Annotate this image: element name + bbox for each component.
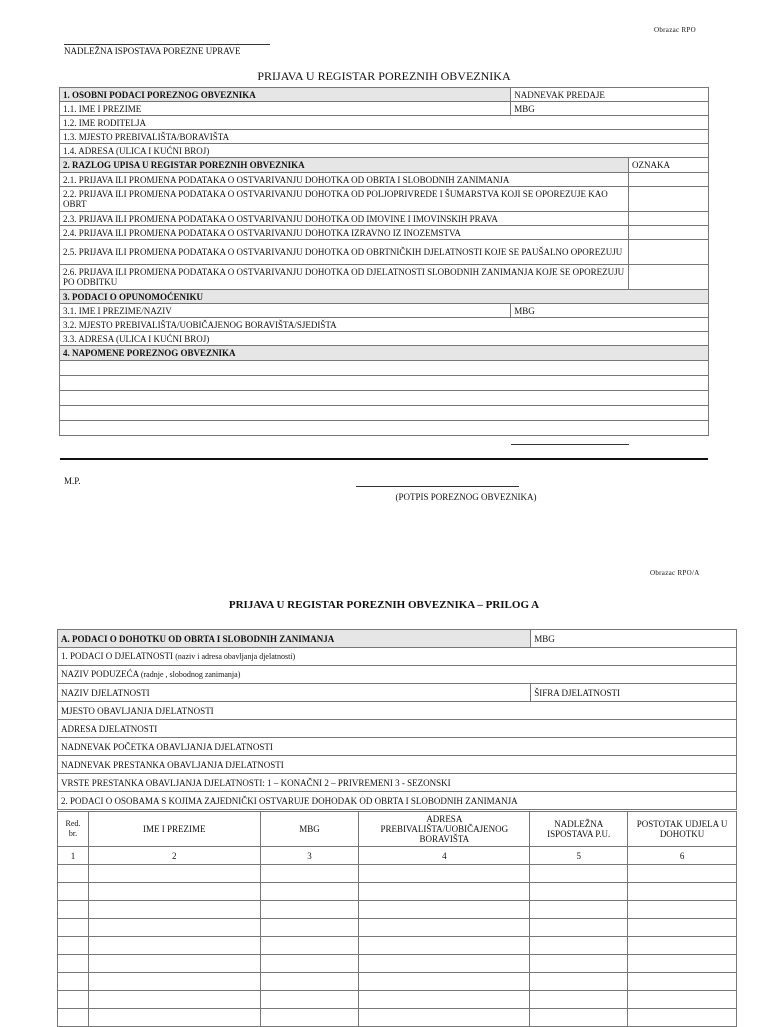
partner-row bbox=[58, 883, 737, 901]
partner-cell[interactable] bbox=[359, 865, 530, 883]
mbg-field[interactable]: MBG bbox=[511, 102, 709, 116]
partner-cell[interactable] bbox=[88, 991, 260, 1009]
activity-name-field[interactable]: NAZIV DJELATNOSTI bbox=[58, 684, 531, 702]
partner-cell[interactable] bbox=[628, 865, 737, 883]
partner-cell[interactable] bbox=[88, 901, 260, 919]
partner-cell[interactable] bbox=[359, 973, 530, 991]
partner-cell[interactable] bbox=[260, 883, 359, 901]
partner-cell[interactable] bbox=[88, 883, 260, 901]
partner-cell[interactable] bbox=[359, 991, 530, 1009]
partner-cell[interactable] bbox=[260, 919, 359, 937]
termination-type-field[interactable]: VRSTE PRESTANKA OBAVLJANJA DJELATNOSTI: 1 – KONAČNI 2 – PRIVREMENI 3 - SEZONSKI bbox=[58, 774, 737, 792]
col-number: 3 bbox=[260, 847, 359, 865]
notes-line[interactable] bbox=[60, 421, 709, 436]
notes-line[interactable] bbox=[60, 376, 709, 391]
mark-header: OZNAKA bbox=[629, 158, 709, 173]
signature-line bbox=[356, 486, 519, 487]
partner-cell[interactable] bbox=[58, 883, 89, 901]
partner-cell[interactable] bbox=[88, 973, 260, 991]
partner-cell[interactable] bbox=[88, 865, 260, 883]
partner-cell[interactable] bbox=[530, 901, 628, 919]
form-code: Obrazac RPO bbox=[654, 26, 696, 34]
company-name-label: NAZIV PODUZEĆA bbox=[61, 669, 139, 679]
partner-row bbox=[58, 955, 737, 973]
partner-cell[interactable] bbox=[58, 901, 89, 919]
partner-cell[interactable] bbox=[530, 865, 628, 883]
partner-row bbox=[58, 937, 737, 955]
partners-table bbox=[57, 811, 737, 1027]
stamp-label: M.P. bbox=[64, 476, 81, 486]
partner-cell[interactable] bbox=[628, 991, 737, 1009]
partner-cell[interactable] bbox=[628, 883, 737, 901]
notes-line[interactable] bbox=[60, 391, 709, 406]
partner-cell[interactable] bbox=[88, 919, 260, 937]
partner-cell[interactable] bbox=[260, 901, 359, 919]
mark-field[interactable] bbox=[629, 226, 709, 240]
partner-row bbox=[58, 865, 737, 883]
partner-cell[interactable] bbox=[628, 937, 737, 955]
col-number: 5 bbox=[530, 847, 628, 865]
partner-cell[interactable] bbox=[359, 901, 530, 919]
page-title: PRIJAVA U REGISTAR POREZNIH OBVEZNIKA bbox=[257, 69, 511, 83]
signature-label: (POTPIS POREZNOG OBVEZNIKA) bbox=[395, 492, 537, 502]
partner-cell[interactable] bbox=[260, 937, 359, 955]
partner-cell[interactable] bbox=[530, 883, 628, 901]
activity-data-field[interactable] bbox=[58, 648, 737, 666]
partner-cell[interactable] bbox=[58, 955, 89, 973]
mark-field[interactable] bbox=[629, 212, 709, 226]
partner-row bbox=[58, 973, 737, 991]
col-header-address: ADRESA PREBIVALIŠTA/UOBIČAJENOG BORAVIŠTA bbox=[359, 812, 530, 847]
col-number: 1 bbox=[58, 847, 89, 865]
annex-title: PRIJAVA U REGISTAR POREZNIH OBVEZNIKA – PRILOG A bbox=[228, 599, 540, 611]
reason-row: 2.4. PRIJAVA ILI PROMJENA PODATAKA O OSTVARIVANJU DOHOTKA IZRAVNO IZ INOZEMSTVA bbox=[60, 226, 629, 240]
annex-mbg-field[interactable]: MBG bbox=[531, 630, 737, 648]
reason-row: 2.5. PRIJAVA ILI PROMJENA PODATAKA O OSTVARIVANJU DOHOTKA OD OBRTNIČKIH DJELATNOSTI KOJE SE PAUŠALNO OPOREZUJU bbox=[60, 240, 629, 265]
partner-cell[interactable] bbox=[58, 919, 89, 937]
partner-cell[interactable] bbox=[530, 955, 628, 973]
end-date-field[interactable]: NADNEVAK PRESTANKA OBAVLJANJA DJELATNOSTI bbox=[58, 756, 737, 774]
reason-row: 2.1. PRIJAVA ILI PROMJENA PODATAKA O OSTVARIVANJU DOHOTKA OD OBRTA I SLOBODNIH ZANIMANJA bbox=[60, 173, 629, 187]
authority-line bbox=[64, 44, 270, 45]
partner-cell[interactable] bbox=[359, 955, 530, 973]
col-header-no: Red. br. bbox=[58, 812, 89, 847]
proxy-name-field[interactable]: 3.1. IME I PREZIME/NAZIV bbox=[60, 304, 511, 318]
form-table-main bbox=[59, 87, 709, 436]
activity-code-field[interactable]: ŠIFRA DJELATNOSTI bbox=[531, 684, 737, 702]
partner-cell[interactable] bbox=[530, 919, 628, 937]
partner-cell[interactable] bbox=[530, 937, 628, 955]
partner-cell[interactable] bbox=[628, 973, 737, 991]
partner-cell[interactable] bbox=[260, 991, 359, 1009]
reason-row: 2.6. PRIJAVA ILI PROMJENA PODATAKA O OSTVARIVANJU DOHOTKA OD DJELATNOSTI SLOBODNIH ZANIMANJA KOJE SE OPOREZUJU PO ODBITKU bbox=[60, 265, 629, 290]
section2-header: 2. RAZLOG UPISA U REGISTAR POREZNIH OBVEZNIKA bbox=[60, 158, 629, 173]
partner-cell[interactable] bbox=[58, 937, 89, 955]
residence-field[interactable]: 1.3. MJESTO PREBIVALIŠTA/BORAVIŠTA bbox=[60, 130, 709, 144]
partner-cell[interactable] bbox=[628, 955, 737, 973]
partner-cell[interactable] bbox=[359, 883, 530, 901]
partner-row bbox=[58, 919, 737, 937]
notes-line[interactable] bbox=[60, 406, 709, 421]
partner-row bbox=[58, 901, 737, 919]
reason-row: 2.2. PRIJAVA ILI PROMJENA PODATAKA O OSTVARIVANJU DOHOTKA OD POLJOPRIVREDE I ŠUMARSTVA KOJI SE OPOREZUJE KAO OBRT bbox=[60, 187, 629, 212]
activity-data-label: 1. PODACI O DJELATNOSTI bbox=[61, 651, 173, 661]
partner-cell[interactable] bbox=[58, 973, 89, 991]
form-code-annex: Obrazac RPO/A bbox=[650, 569, 700, 577]
proxy-residence-field[interactable]: 3.2. MJESTO PREBIVALIŠTA/UOBIČAJENOG BORAVIŠTA/SJEDIŠTA bbox=[60, 318, 709, 332]
col-header-share: POSTOTAK UDJELA U DOHOTKU bbox=[628, 812, 737, 847]
col-header-name: IME I PREZIME bbox=[88, 812, 260, 847]
section-a-header: A. PODACI O DOHOTKU OD OBRTA I SLOBODNIH ZANIMANJA bbox=[58, 630, 531, 648]
proxy-address-field[interactable]: 3.3. ADRESA (ULICA I KUĆNI BROJ) bbox=[60, 332, 709, 346]
company-name-field[interactable] bbox=[58, 666, 737, 684]
section3-header: 3. PODACI O OPUNOMOĆENIKU bbox=[60, 290, 709, 304]
col-number: 2 bbox=[88, 847, 260, 865]
name-field[interactable]: 1.1. IME I PREZIME bbox=[60, 102, 511, 116]
page-divider bbox=[60, 458, 708, 460]
col-number: 6 bbox=[628, 847, 737, 865]
partner-cell[interactable] bbox=[58, 865, 89, 883]
partner-cell[interactable] bbox=[260, 973, 359, 991]
start-date-field[interactable]: NADNEVAK POČETKA OBAVLJANJA DJELATNOSTI bbox=[58, 738, 737, 756]
mark-field[interactable] bbox=[629, 173, 709, 187]
col-header-office: NADLEŽNA ISPOSTAVA P.U. bbox=[530, 812, 628, 847]
reason-row: 2.3. PRIJAVA ILI PROMJENA PODATAKA O OSTVARIVANJU DOHOTKA OD IMOVINE I IMOVINSKIH PRAVA bbox=[60, 212, 629, 226]
mark-field[interactable] bbox=[629, 240, 709, 265]
partner-cell[interactable] bbox=[530, 991, 628, 1009]
mark-field[interactable] bbox=[629, 265, 709, 290]
address-field[interactable]: 1.4. ADRESA (ULICA I KUĆNI BROJ) bbox=[60, 144, 709, 158]
mark-field[interactable] bbox=[629, 187, 709, 212]
notes-line[interactable] bbox=[60, 361, 709, 376]
partner-cell[interactable] bbox=[58, 991, 89, 1009]
submission-date-field[interactable]: NADNEVAK PREDAJE bbox=[511, 88, 709, 102]
parent-name-field[interactable]: 1.2. IME RODITELJA bbox=[60, 116, 709, 130]
activity-place-field[interactable]: MJESTO OBAVLJANJA DJELATNOSTI bbox=[58, 702, 737, 720]
partner-cell[interactable] bbox=[88, 937, 260, 955]
partner-cell[interactable] bbox=[260, 955, 359, 973]
partner-cell[interactable] bbox=[359, 919, 530, 937]
proxy-mbg-field[interactable]: MBG bbox=[511, 304, 709, 318]
partner-rows bbox=[58, 865, 737, 1027]
partner-row bbox=[58, 991, 737, 1009]
activity-address-field[interactable]: ADRESA DJELATNOSTI bbox=[58, 720, 737, 738]
partner-cell[interactable] bbox=[260, 865, 359, 883]
partner-cell[interactable] bbox=[628, 919, 737, 937]
partner-cell[interactable] bbox=[530, 973, 628, 991]
col-number: 4 bbox=[359, 847, 530, 865]
partner-cell[interactable] bbox=[88, 955, 260, 973]
authority-label: NADLEŽNA ISPOSTAVA POREZNE UPRAVE bbox=[64, 46, 241, 56]
section4-header: 4. NAPOMENE POREZNOG OBVEZNIKA bbox=[60, 346, 709, 361]
col-header-mbg: MBG bbox=[260, 812, 359, 847]
partner-cell[interactable] bbox=[359, 937, 530, 955]
partner-cell[interactable] bbox=[628, 901, 737, 919]
partners-section-header: 2. PODACI O OSOBAMA S KOJIMA ZAJEDNIČKI OSTVARUJE DOHODAK OD OBRTA I SLOBODNIH ZANIMANJA bbox=[58, 792, 737, 810]
activity-data-note: (naziv i adresa obavljanja djelatnosti) bbox=[175, 652, 296, 661]
company-name-note: (radnje , slobodnog zanimanja) bbox=[140, 670, 241, 679]
section1-header: 1. OSOBNI PODACI POREZNOG OBVEZNIKA bbox=[60, 88, 511, 102]
form-table-annex-a bbox=[57, 629, 737, 810]
notes-signature-line bbox=[511, 444, 629, 445]
